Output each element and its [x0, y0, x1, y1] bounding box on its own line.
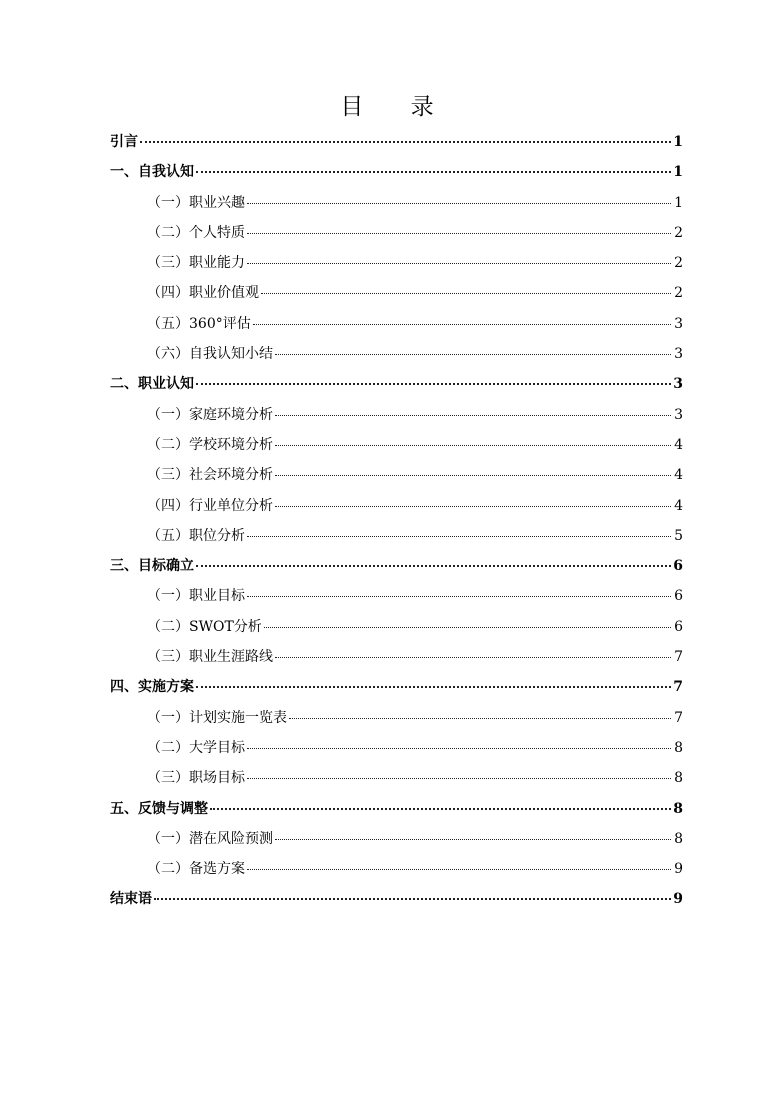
toc-section-entry[interactable] [110, 642, 683, 672]
toc-title: 目 录 [340, 94, 454, 120]
toc-entry-label: （六）自我认知小结 [147, 346, 273, 363]
dot-leader [275, 475, 671, 476]
dot-leader [247, 263, 671, 264]
toc-entry-label: （二）学校环境分析 [147, 436, 273, 453]
dot-leader [196, 171, 671, 173]
toc-entry-label: 一、自我认知 [110, 164, 194, 181]
toc-entry-label: 二、职业认知 [110, 376, 194, 393]
toc-page-number: 6 [673, 558, 683, 575]
toc-page-number: 8 [674, 770, 683, 787]
toc-entry-label: （五）360°评估 [147, 315, 251, 332]
dot-leader [247, 203, 671, 204]
dot-leader [275, 657, 671, 658]
dot-leader [247, 869, 671, 870]
toc-chapter-entry[interactable] [110, 369, 683, 399]
toc-section-entry[interactable] [110, 521, 683, 551]
dot-leader [275, 354, 671, 355]
toc-page-number: 9 [674, 861, 683, 878]
toc-entry-label: （二）个人特质 [147, 224, 245, 241]
toc-page-number: 7 [674, 709, 683, 726]
toc-entry-label: 四、实施方案 [110, 679, 194, 696]
toc-page-number: 3 [674, 346, 683, 363]
toc-page-number: 2 [674, 255, 683, 272]
toc-entry-label: （一）计划实施一览表 [147, 709, 287, 726]
toc-page-number: 6 [674, 588, 683, 605]
toc-page-number: 3 [673, 376, 683, 393]
toc-entry-label: （三）职业能力 [147, 255, 245, 272]
toc-entry-label: （一）职业兴趣 [147, 194, 245, 211]
toc-entry-label: （三）社会环境分析 [147, 467, 273, 484]
toc-page-number: 1 [674, 194, 683, 211]
toc-section-entry[interactable] [110, 703, 683, 733]
toc-page-number: 3 [674, 315, 683, 332]
dot-leader [247, 748, 671, 749]
toc-chapter-entry[interactable] [110, 127, 683, 157]
toc-chapter-entry[interactable] [110, 672, 683, 702]
toc-section-entry[interactable] [110, 248, 683, 278]
dot-leader [247, 536, 671, 537]
toc-page-number: 8 [673, 800, 683, 817]
dot-leader [140, 141, 671, 143]
dot-leader [264, 627, 671, 628]
toc-entry-label: （一）职业目标 [147, 588, 245, 605]
dot-leader [154, 898, 671, 900]
toc-entry-label: 结束语 [110, 891, 152, 908]
dot-leader [247, 596, 671, 597]
toc-entry-label: （三）职场目标 [147, 770, 245, 787]
dot-leader [196, 383, 671, 385]
toc-page-number: 8 [674, 739, 683, 756]
toc-entry-label: （五）职位分析 [147, 527, 245, 544]
toc-chapter-entry[interactable] [110, 157, 683, 187]
toc-page-number: 3 [674, 406, 683, 423]
toc-entry-label: （二）备选方案 [147, 861, 245, 878]
toc-chapter-entry[interactable] [110, 884, 683, 914]
toc-entry-label: （四）行业单位分析 [147, 497, 273, 514]
dot-leader [289, 718, 671, 719]
toc-page-number: 5 [674, 527, 683, 544]
dot-leader [275, 839, 671, 840]
dot-leader [275, 506, 671, 507]
toc-section-entry[interactable] [110, 581, 683, 611]
toc-entry-label: 三、目标确立 [110, 558, 194, 575]
toc-section-entry[interactable] [110, 278, 683, 308]
toc-section-entry[interactable] [110, 854, 683, 884]
toc-section-entry[interactable] [110, 400, 683, 430]
toc-page-number: 7 [674, 649, 683, 666]
toc-section-entry[interactable] [110, 763, 683, 793]
toc-page-number: 7 [673, 679, 683, 696]
toc-page-number: 2 [674, 285, 683, 302]
dot-leader [247, 778, 671, 779]
dot-leader [247, 233, 671, 234]
toc-section-entry[interactable] [110, 339, 683, 369]
toc-page-number: 4 [674, 467, 683, 484]
toc-page-number: 4 [674, 436, 683, 453]
toc-entry-label: （三）职业生涯路线 [147, 649, 273, 666]
toc-section-entry[interactable] [110, 460, 683, 490]
table-of-contents [110, 127, 683, 915]
toc-entry-label: 引言 [110, 134, 138, 150]
toc-page-number: 1 [673, 134, 683, 150]
dot-leader [261, 293, 671, 294]
toc-chapter-entry[interactable] [110, 551, 683, 581]
toc-section-entry[interactable] [110, 824, 683, 854]
toc-entry-label: （二）大学目标 [147, 739, 245, 756]
dot-leader [210, 808, 671, 810]
toc-entry-label: 五、反馈与调整 [110, 800, 208, 817]
toc-entry-label: （四）职业价值观 [147, 285, 259, 302]
toc-chapter-entry[interactable] [110, 794, 683, 824]
toc-page-number: 9 [673, 891, 683, 908]
toc-page-number: 2 [674, 224, 683, 241]
toc-section-entry[interactable] [110, 188, 683, 218]
dot-leader [275, 415, 671, 416]
dot-leader [196, 565, 671, 567]
dot-leader [275, 445, 671, 446]
toc-section-entry[interactable] [110, 612, 683, 642]
toc-section-entry[interactable] [110, 491, 683, 521]
toc-entry-label: （一）潜在风险预测 [147, 830, 273, 847]
toc-page-number: 8 [674, 830, 683, 847]
dot-leader [253, 324, 671, 325]
toc-section-entry[interactable] [110, 733, 683, 763]
toc-section-entry[interactable] [110, 309, 683, 339]
toc-page-number: 4 [674, 497, 683, 514]
toc-entry-label: （一）家庭环境分析 [147, 406, 273, 423]
toc-section-entry[interactable] [110, 218, 683, 248]
toc-page-number: 6 [674, 618, 683, 635]
toc-entry-label: （二）SWOT分析 [147, 618, 262, 635]
dot-leader [196, 686, 671, 688]
toc-section-entry[interactable] [110, 430, 683, 460]
toc-page-number: 1 [673, 164, 683, 181]
